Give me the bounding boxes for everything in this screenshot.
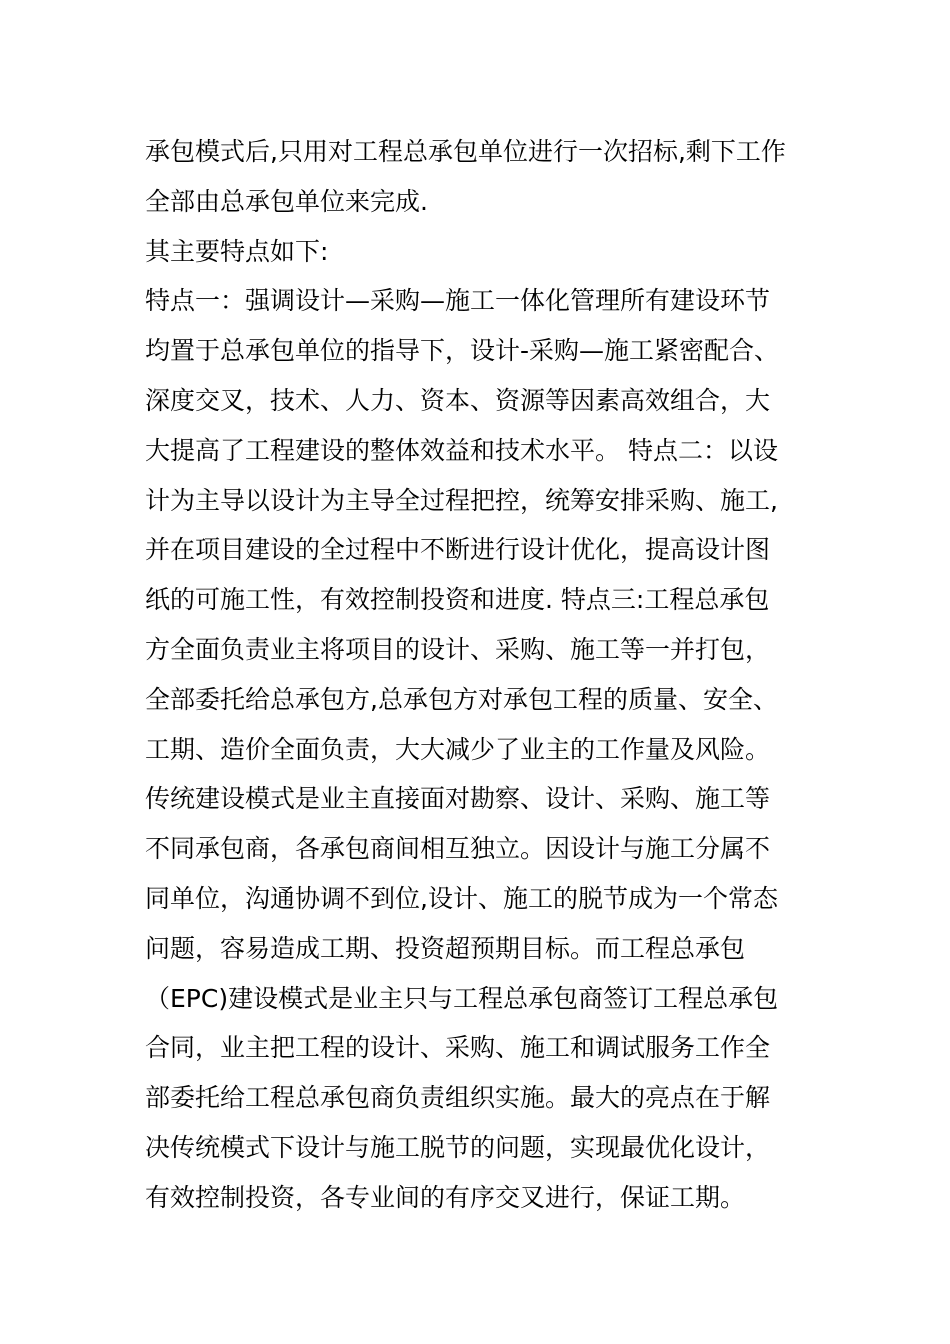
text-line: 其主要特点如下:: [145, 236, 329, 266]
text-line: 计为主导以设计为主导全过程把控，统筹安排采购、施工,: [145, 485, 778, 515]
text-line: 决传统模式下设计与施工脱节的问题，实现最优化设计，: [145, 1132, 771, 1162]
text-line: 全部由总承包单位来完成.: [145, 186, 428, 216]
text-line: 大提高了工程建设的整体效益和技术水平。 特点二：以设: [145, 435, 778, 465]
body-text: [145, 127, 825, 1223]
text-line: 传统建设模式是业主直接面对勘察、设计、采购、施工等: [145, 784, 771, 814]
text-line: 特点一：强调设计—采购—施工一体化管理所有建设环节: [145, 286, 771, 316]
text-line: 合同，业主把工程的设计、采购、施工和调试服务工作全: [145, 1033, 771, 1063]
text-line: 同单位，沟通协调不到位,设计、施工的脱节成为一个常态: [145, 883, 778, 913]
text-line: 有效控制投资，各专业间的有序交叉进行，保证工期。: [145, 1182, 746, 1212]
text-line: 并在项目建设的全过程中不断进行设计优化，提高设计图: [145, 535, 771, 565]
text-line: 纸的可施工性，有效控制投资和进度. 特点三:工程总承包: [145, 585, 770, 615]
text-line: 工期、造价全面负责，大大减少了业主的工作量及风险。: [145, 734, 771, 764]
text-line: 不同承包商，各承包商间相互独立。因设计与施工分属不: [145, 834, 771, 864]
text-line: 方全面负责业主将项目的设计、采购、施工等一并打包，: [145, 634, 771, 664]
text-line: 均置于总承包单位的指导下，设计-采购—施工紧密配合、: [145, 336, 780, 366]
text-line: 承包模式后,只用对工程总承包单位进行一次招标,剩下工作: [145, 137, 786, 166]
text-line: 部委托给工程总承包商负责组织实施。最大的亮点在于解: [145, 1083, 771, 1113]
text-line: 全部委托给总承包方,总承包方对承包工程的质量、安全、: [145, 684, 778, 714]
text-line: 深度交叉，技术、人力、资本、资源等因素高效组合，大: [145, 385, 771, 415]
text-line: （EPC)建设模式是业主只与工程总承包商签订工程总承包: [145, 983, 779, 1013]
text-line: 问题，容易造成工期、投资超预期目标。而工程总承包: [145, 933, 746, 963]
